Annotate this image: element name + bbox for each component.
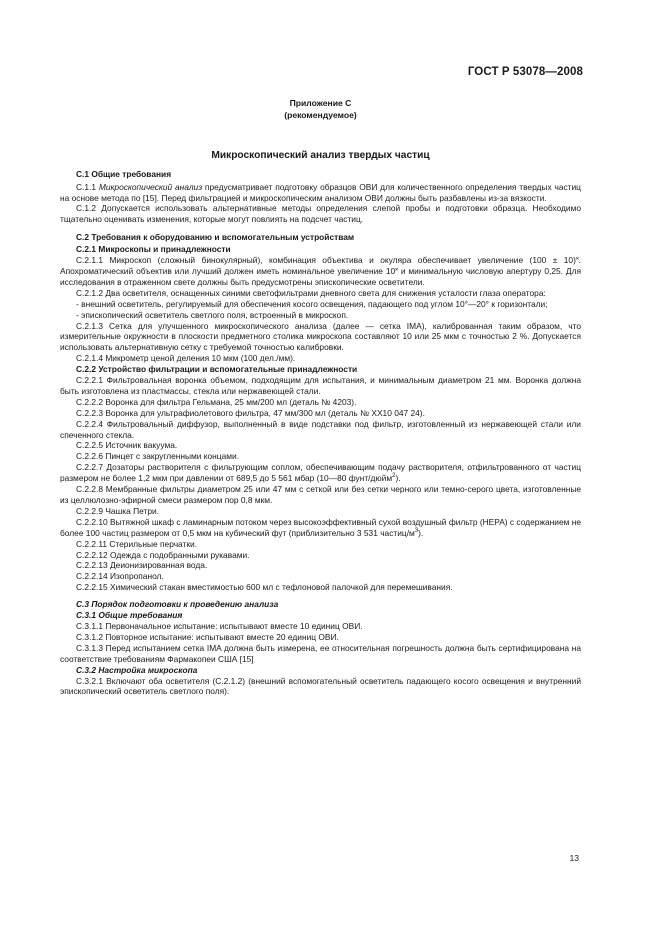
paragraph-c2-1-4: С.2.1.4 Микрометр ценой деления 10 мкм (100 дел./мм). bbox=[76, 353, 296, 364]
paragraph-c2-2-10 bbox=[60, 517, 581, 539]
paragraph-text-end: ). bbox=[418, 527, 424, 538]
paragraph-c2-2-5: С.2.2.5 Источник вакуума. bbox=[76, 440, 178, 451]
paragraph-c2-2-7 bbox=[60, 462, 581, 484]
paragraph-c2-2-15: С.2.2.15 Химический стакан вместимостью 600 мл с тефлоновой палочкой для перемешивания. bbox=[76, 582, 453, 593]
heading-c1: С.1 Общие требования bbox=[76, 168, 172, 179]
appendix-label: Приложение С bbox=[289, 98, 352, 108]
superscript: 2 bbox=[392, 473, 396, 480]
list-item-2: - эпископический осветитель светлого поля, встроенный в микроскоп. bbox=[76, 309, 349, 320]
paragraph-c3-2-1: С.3.2.1 Включают оба осветителя (С.2.1.2) (внешний вспомогательный осветитель падающего косого освещения и внутренний эпископический осветитель светлого поля). bbox=[60, 675, 581, 697]
paragraph-c2-1-3: С.2.1.3 Сетка для улучшенного микроскопического анализа (далее — сетка IMA), калиброванная таким образом, что измерительные окружности в плоскости предметного столика микроскопа составляют 10 или 25 мкм с точностью 2 %. Допускается использовать альтернативную сетку с требуемой точностью калибровки. bbox=[60, 320, 581, 353]
paragraph-c3-1-3: С.3.1.3 Перед испытанием сетка IMA должна быть измерена, ее относительная погрешность должна быть сертифицирована на соответствие требованиям Фармакопеи США [15] bbox=[60, 642, 581, 664]
paragraph-c1-2: С.1.2 Допускается использовать альтернативные методы определения слепой пробы и подготовки образца. Необходимо тщательно оценивать изменения, которые могут повлиять на подсчет частиц. bbox=[60, 203, 581, 225]
paragraph-num: С.1.1 bbox=[76, 181, 99, 192]
paragraph-c2-2-13: С.2.2.13 Деионизированная вода. bbox=[76, 560, 208, 571]
heading-c3: С.3 Порядок подготовки к проведению анализа bbox=[76, 599, 279, 610]
heading-c2-2: С.2.2 Устройство фильтрации и вспомогательные принадлежности bbox=[76, 364, 358, 375]
paragraph-c3-1-1: С.3.1.1 Первоначальное испытание: испытывают вместе 10 единиц ОВИ. bbox=[76, 620, 363, 631]
paragraph-c2-2-3: С.2.2.3 Воронка для ультрафиолетового фильтра, 47 мм/300 мл (деталь № XX10 047 24). bbox=[76, 407, 425, 418]
heading-c3-1: С.3.1 Общие требования bbox=[76, 610, 183, 621]
paragraph-c2-2-8: С.2.2.8 Мембранные фильтры диаметром 25 или 47 мм с сеткой или без сетки черного или темно-серого цвета, изготовленные из целлюлозно-эфирной смеси размером пор 0,8 мкм. bbox=[60, 484, 581, 505]
paragraph-c2-2-4: С.2.2.4 Фильтровальный диффузор, выполненный в виде подставки под фильтр, изготовленный из нержавеющей стали или спеченного стекла. bbox=[60, 418, 581, 440]
term-italic: Микроскопический анализ bbox=[98, 181, 203, 192]
appendix-status: (рекомендуемое) bbox=[284, 109, 357, 120]
paragraph-text: С.2.2.7 Дозаторы растворителя с фильтрующим соплом, обеспечивающим подачу растворителя, отфильтрованного от частиц размером не более 1,2 мкм при давлении от 689,5 до 5 561 мбар (10—80 фунт/дюйм bbox=[60, 462, 581, 484]
paragraph-c2-2-11: С.2.2.11 Стерильные перчатки. bbox=[76, 538, 198, 549]
paragraph-c2-2-6: С.2.2.6 Пинцет с закругленными концами. bbox=[76, 451, 240, 462]
paragraph-c2-2-1: С.2.2.1 Фильтровальная воронка объемом, подходящим для испытания, и минимальным диаметром 21 мм. Воронка должна быть изготовлена из пластмассы, стекла или нержавеющей стали. bbox=[60, 375, 581, 396]
paragraph-c2-2-9: С.2.2.9 Чашка Петри. bbox=[76, 505, 160, 516]
heading-c2-1: С.2.1 Микроскопы и принадлежности bbox=[76, 244, 231, 255]
list-item-1: - внешний осветитель, регулируемый для обеспечения косого освещения, падающего под углом 10°—20° к горизонтали; bbox=[76, 298, 548, 309]
paragraph-c2-2-2: С.2.2.2 Воронка для фильтра Гельмана, 25 мм/200 мл (деталь № 4203). bbox=[76, 396, 357, 407]
paragraph-text: предусматривает подготовку образцов ОВИ для количественного определения твердых частиц на основе метода по [15]. Перед фильтрацией и микроскопическим анализом ОВИ должны быть разбавлены из-за вязкости. bbox=[60, 181, 581, 203]
paragraph-c2-1-1: С.2.1.1 Микроскоп (сложный бинокулярный), комбинация объектива и окуляра обеспечивает увеличение (100 ± 10)˟. Апохроматический объектив или лучший должен иметь номинальное увеличение 10˟ и минимальную числовую апертуру 0,25. Для исследования в отраженном свете должны быть предусмотрены эпископические осветители. bbox=[60, 255, 581, 287]
paragraph-c1-1 bbox=[60, 182, 581, 204]
heading-c2: С.2 Требования к оборудованию и вспомогательным устройствам bbox=[76, 232, 355, 243]
page-number: 13 bbox=[569, 853, 579, 863]
paragraph-text-end: ). bbox=[395, 473, 401, 484]
paragraph-c2-2-14: С.2.2.14 Изопропанол. bbox=[76, 571, 164, 582]
heading-c3-2: С.3.2 Настройка микроскопа bbox=[76, 664, 198, 675]
paragraph-text: С.2.2.10 Вытяжной шкаф с ламинарным потоком через высокоэффективный сухой воздушный фильтр (HEPA) с содержанием не более 100 частиц размером от 0,5 мкм на кубический фут (приблизительно 3 531 частиц/м bbox=[60, 516, 581, 538]
paragraph-c2-2-12: С.2.2.12 Одежда с подобранными рукавами. bbox=[76, 549, 250, 560]
paragraph-c3-1-2: С.3.1.2 Повторное испытание: испытывают вместе 20 единиц ОВИ. bbox=[76, 631, 339, 642]
paragraph-c2-1-2: С.2.1.2 Два осветителя, оснащенных синими светофильтрами дневного света для снижения усталости глаза оператора: bbox=[76, 287, 546, 298]
document-id: ГОСТ Р 53078—2008 bbox=[467, 66, 583, 78]
superscript: 3 bbox=[414, 527, 419, 534]
page-content bbox=[60, 98, 581, 697]
section-title: Микроскопический анализ твердых частиц bbox=[211, 149, 430, 161]
